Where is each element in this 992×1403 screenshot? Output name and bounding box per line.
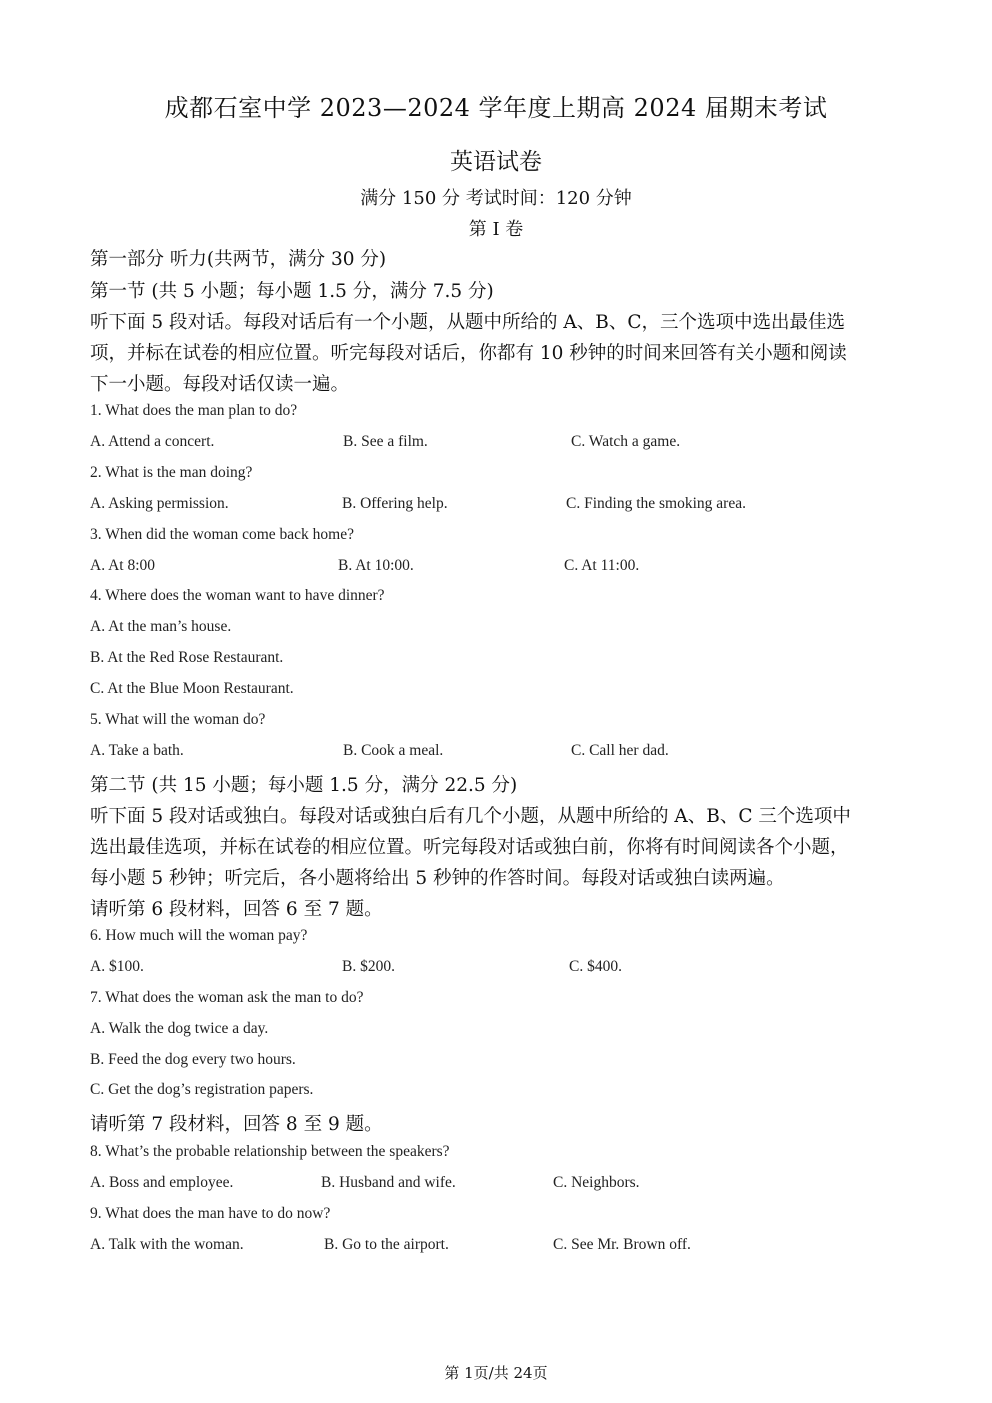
- option-b: B. At 10:00.: [338, 557, 414, 574]
- exam-subject: 英语试卷: [450, 149, 542, 175]
- option-a: A. Talk with the woman.: [90, 1236, 244, 1253]
- volume-label: 第 I 卷: [468, 219, 524, 240]
- question-stem: 4. Where does the woman want to have dinner?: [90, 587, 385, 604]
- section2-heading: 第二节 (共 15 小题；每小题 1.5 分，满分 22.5 分): [90, 775, 518, 796]
- part1-heading: 第一部分 听力(共两节，满分 30 分): [90, 249, 387, 270]
- option-c: C. Finding the smoking area.: [566, 495, 746, 512]
- option-a: A. Take a bath.: [90, 742, 184, 759]
- option-c: C. Get the dog’s registration papers.: [90, 1081, 314, 1098]
- exam-title: 成都石室中学 2023—2024 学年度上期高 2024 届期末考试: [164, 94, 828, 122]
- option-b: B. Offering help.: [342, 495, 448, 512]
- question-stem: 3. When did the woman come back home?: [90, 526, 354, 543]
- page-number: 第 1页/共 24页: [444, 1364, 548, 1382]
- section1-heading: 第一节 (共 5 小题；每小题 1.5 分，满分 7.5 分): [90, 281, 494, 302]
- option-a: A. Boss and employee.: [90, 1174, 234, 1191]
- question-stem: 2. What is the man doing?: [90, 464, 253, 481]
- option-c: C. Watch a game.: [571, 433, 681, 450]
- score-info: 满分 150 分 考试时间：120 分钟: [360, 188, 632, 209]
- option-a: A. At the man’s house.: [90, 618, 232, 635]
- section2-instruction-line: 听下面 5 段对话或独白。每段对话或独白后有几个小题，从题中所给的 A、B、C 三个选项中: [90, 806, 851, 827]
- section1-instruction-line: 下一小题。每段对话仅读一遍。: [90, 374, 350, 395]
- option-b: B. Feed the dog every two hours.: [90, 1051, 296, 1068]
- option-b: B. Go to the airport.: [324, 1236, 449, 1253]
- question-stem: 9. What does the man have to do now?: [90, 1205, 331, 1222]
- option-a: A. Walk the dog twice a day.: [90, 1020, 269, 1037]
- section1-instruction-line: 项，并标在试卷的相应位置。听完每段对话后，你都有 10 秒钟的时间来回答有关小题和阅读: [90, 343, 847, 364]
- option-a: A. $100.: [90, 958, 144, 975]
- option-c: C. At the Blue Moon Restaurant.: [90, 680, 294, 697]
- option-c: C. Neighbors.: [553, 1174, 640, 1191]
- section2-instruction-line: 选出最佳选项，并标在试卷的相应位置。听完每段对话或独白前，你将有时间阅读各个小题，: [90, 837, 849, 858]
- option-c: C. $400.: [569, 958, 622, 975]
- option-b: B. $200.: [342, 958, 395, 975]
- material-7-heading: 请听第 7 段材料，回答 8 至 9 题。: [90, 1114, 383, 1135]
- option-a: A. At 8:00: [90, 557, 156, 574]
- question-stem: 7. What does the woman ask the man to do?: [90, 989, 364, 1006]
- section1-instruction-line: 听下面 5 段对话。每段对话后有一个小题，从题中所给的 A、B、C，三个选项中选出最佳选: [90, 312, 846, 333]
- option-a: A. Attend a concert.: [90, 433, 215, 450]
- question-stem: 6. How much will the woman pay?: [90, 927, 308, 944]
- option-b: B. At the Red Rose Restaurant.: [90, 649, 284, 666]
- question-stem: 5. What will the woman do?: [90, 711, 266, 728]
- option-b: B. Cook a meal.: [343, 742, 444, 759]
- option-c: C. Call her dad.: [571, 742, 669, 759]
- material-6-heading: 请听第 6 段材料，回答 6 至 7 题。: [90, 899, 383, 920]
- section2-instruction-line: 每小题 5 秒钟；听完后，各小题将给出 5 秒钟的作答时间。每段对话或独白读两遍。: [90, 868, 785, 889]
- option-c: C. At 11:00.: [564, 557, 640, 574]
- option-b: B. Husband and wife.: [321, 1174, 456, 1191]
- option-c: C. See Mr. Brown off.: [553, 1236, 691, 1253]
- option-b: B. See a film.: [343, 433, 428, 450]
- question-stem: 8. What’s the probable relationship between the speakers?: [90, 1143, 450, 1160]
- option-a: A. Asking permission.: [90, 495, 229, 512]
- question-stem: 1. What does the man plan to do?: [90, 402, 298, 419]
